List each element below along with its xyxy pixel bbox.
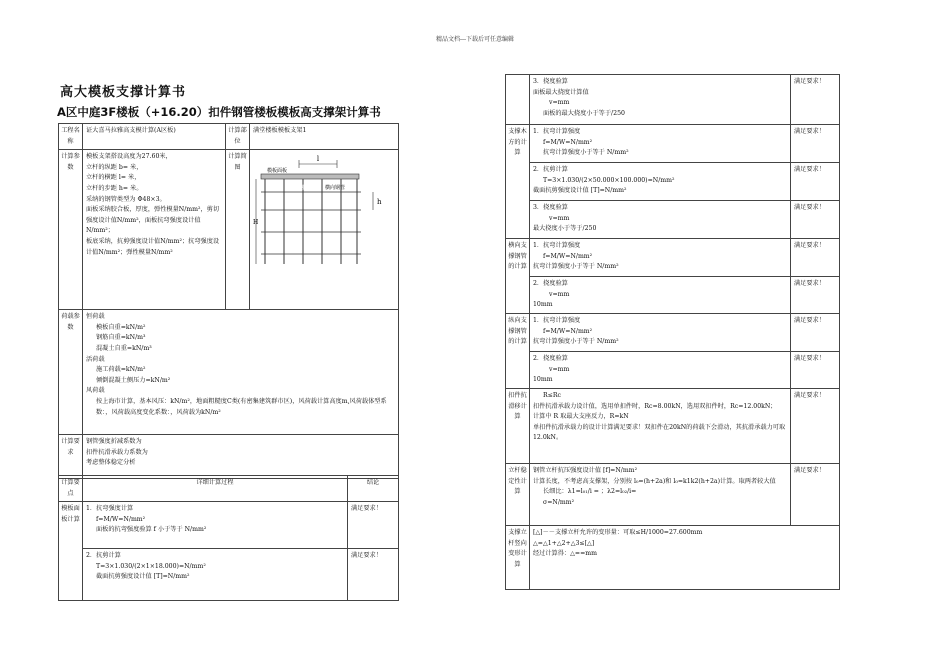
- head-conclusion: 结论: [348, 476, 399, 502]
- param-line: 立杆的横距 l= 米，: [86, 174, 141, 182]
- pole-line: 计算长度，不考虑高支撑架，分别按 l₀=(h+2a)和 l₀=k1k2(h+2a)计算。取两者较大值: [533, 477, 776, 485]
- clip-label: 扣件抗滑移计算: [506, 389, 530, 464]
- pole-text: [530, 464, 791, 526]
- item-title: 3．挠度验算: [533, 78, 568, 85]
- item-title: 2．挠度验算: [533, 355, 568, 362]
- item-line: 抗弯计算强度小于等于 N/mm²: [533, 263, 619, 271]
- head-points: 计算要点: [59, 476, 83, 502]
- clip-line: R≤Rc: [543, 392, 561, 399]
- panel-item-1: [83, 502, 348, 549]
- item-title: 1．抗弯强度计算: [86, 505, 134, 513]
- left-calc-table: [58, 123, 399, 479]
- item-title: 2．抗剪计算: [533, 166, 568, 173]
- diagram-label: 计算简图: [226, 150, 250, 310]
- left-process-table: [58, 475, 399, 601]
- item-line: 10mm: [533, 301, 553, 309]
- wood-result-2: 满足要求！: [791, 163, 840, 201]
- deform-line: [△]－－支撑立杆允许的变形量：可取≤H/1000=27.600mm: [533, 529, 703, 536]
- item-line: T=3×1.030/(2×1×18.000)=N/mm²: [96, 562, 206, 570]
- panel-item-2: [83, 549, 348, 601]
- param-line: 采纳的钢管类型为 Φ48×3。: [86, 195, 166, 203]
- param-line: 面板采纳胶合板，厚度，弹性模量N/mm²，剪切强度设计值N/mm²，面板抗弯强度设计值N/mm²；: [86, 206, 220, 235]
- load-line: 活荷载: [86, 355, 105, 363]
- project-row: [59, 124, 399, 150]
- item-line: 10mm: [533, 376, 553, 384]
- item-line: v=mm: [549, 99, 570, 107]
- item-line: v=mm: [549, 290, 570, 298]
- req-line: 扣件抗滑承载力系数为: [86, 448, 148, 456]
- project-value: 证大喜马拉雅高支模计算(A区板): [83, 124, 226, 150]
- item-line: T=3×1.030/(2×50.000×100.000)=N/mm²: [543, 176, 675, 184]
- item-line: f=M/W=N/mm²: [543, 138, 593, 146]
- req-line: 钢管强度折减系数为: [86, 438, 142, 446]
- load-line: 按上海市计算，基本风压：kN/m²，地面粗糙度C类(有密集建筑群市区)，风荷载计算高度m,风荷载体型系数：，风荷载高度变化系数：，风荷载为kN/m²: [96, 397, 387, 416]
- long-row-1: [506, 314, 840, 352]
- trans-item-1: [530, 239, 791, 277]
- load-row: [59, 310, 399, 435]
- head-process: 详细计算过程: [83, 476, 348, 502]
- slab-shape: [261, 174, 359, 179]
- item-title: 1．抗弯计算强度: [533, 242, 581, 249]
- item-title: 2．抗剪计算: [86, 552, 121, 560]
- item-title: 1．抗弯计算强度: [533, 128, 581, 135]
- page-subtitle: A区中庭3F楼板（+16.20）扣件钢管楼板模板高支撑架计算书: [57, 105, 381, 119]
- pole-label: 立杆稳定性计算: [506, 464, 530, 526]
- param-line: 立杆的步距 h= 米。: [86, 184, 143, 192]
- panel-row-2: [59, 549, 399, 601]
- load-label: 荷载参数: [59, 310, 83, 435]
- pole-line: σ=N/mm²: [543, 498, 575, 506]
- item-line: 截面抗剪强度设计值 [T]=N/mm²: [533, 187, 627, 195]
- top-item: [530, 75, 791, 125]
- item-line: 抗弯计算强度小于等于 N/mm²: [533, 338, 619, 346]
- wood-item-3: [530, 201, 791, 239]
- pole-result: 满足要求！: [791, 464, 840, 526]
- project-label: 工程名称: [59, 124, 83, 150]
- load-line: 风荷载: [86, 387, 105, 395]
- clip-line: 扣件抗滑承载力设计值，选用单扣件时，Rc=8.00kN，选用双扣件时，Rc=12.00kN；: [533, 402, 777, 410]
- long-result-1: 满足要求！: [791, 314, 840, 352]
- pole-line: 长细比：λ1=l₀₁/i = ；λ2=l₀₂/i=: [543, 488, 637, 496]
- item-line: 面板最大挠度计算值: [533, 88, 589, 96]
- label-long-tube: 纵向钢管: [289, 185, 310, 192]
- req-line: 考虑整体稳定分析: [86, 459, 136, 467]
- panel-result-1: 满足要求！: [348, 502, 399, 549]
- label-panel: 模板面板: [267, 168, 288, 175]
- trans-result-2: 满足要求！: [791, 277, 840, 314]
- item-line: 最大挠度小于等于/250: [533, 225, 597, 233]
- wood-row-1: [506, 125, 840, 163]
- trans-row-1: [506, 239, 840, 277]
- part-value: 满堂楼板模板支架1: [250, 124, 399, 150]
- item-line: v=mm: [549, 214, 570, 222]
- panel-result-2: 满足要求！: [348, 549, 399, 601]
- load-text: [83, 310, 399, 435]
- item-line: v=mm: [549, 365, 570, 373]
- dim-H-text: H: [253, 219, 259, 227]
- right-calc-table: [505, 74, 840, 590]
- trans-row-2: [506, 277, 840, 314]
- params-text: [83, 150, 226, 310]
- clip-result: 满足要求！: [791, 389, 840, 464]
- trans-result-1: 满足要求！: [791, 239, 840, 277]
- long-item-1: [530, 314, 791, 352]
- wood-result-3: 满足要求！: [791, 201, 840, 239]
- deform-row: [506, 526, 840, 590]
- deform-line: △=△1+△2+△3≤[△]: [533, 539, 595, 547]
- deform-label: 支撑立杆竖向变形计算: [506, 526, 530, 590]
- panel-row-1: [59, 502, 399, 549]
- deform-text: [530, 526, 840, 590]
- deflection-row: [506, 75, 840, 125]
- load-line: 倾倒混凝土侧压力=kN/m²: [96, 376, 171, 384]
- long-item-2: [530, 352, 791, 389]
- wood-item-2: [530, 163, 791, 201]
- diagram-cell: [250, 150, 399, 310]
- item-line: f=M/W=N/mm²: [96, 515, 146, 523]
- item-title: 1．抗弯计算强度: [533, 317, 581, 324]
- clip-line: 单扣件抗滑承载力的设计计算满足要求！双扣件在20kN的荷载下会滑动，其抗滑承载力可取12.0kN。: [533, 423, 786, 442]
- label-trans-tube: 横向钢管: [325, 185, 346, 192]
- wood-row-3: [506, 201, 840, 239]
- wood-result-1: 满足要求！: [791, 125, 840, 163]
- param-line: 板底采纳，抗剪强度设计值N/mm²；抗弯强度设计值N/mm²；弹性模量N/mm²: [86, 237, 220, 256]
- item-line: f=M/W=N/mm²: [543, 327, 593, 335]
- panel-label: 模板面板计算: [59, 502, 83, 601]
- item-line: 面板的抗弯强度验算 f 小于等于 N/mm²: [96, 526, 207, 534]
- load-line: 施工荷载=kN/m²: [96, 366, 146, 374]
- load-line: 混凝土自重=kN/m³: [96, 344, 152, 352]
- item-line: f=M/W=N/mm²: [543, 252, 593, 260]
- wood-row-2: [506, 163, 840, 201]
- support-diagram: [253, 152, 389, 270]
- item-title: 3．挠度验算: [533, 204, 568, 211]
- deform-line: 经过计算得：△==mm: [533, 550, 597, 558]
- req-label: 计算要求: [59, 435, 83, 479]
- long-result-2: 满足要求！: [791, 352, 840, 389]
- wood-item-1: [530, 125, 791, 163]
- req-text: [83, 435, 399, 479]
- dim-h-text: h: [377, 198, 382, 207]
- item-line: 抗弯计算强度小于等于 N/mm²: [543, 149, 629, 157]
- load-line: 模板自重=kN/m²: [96, 323, 146, 331]
- item-title: 2．挠度验算: [533, 280, 568, 287]
- clip-row: [506, 389, 840, 464]
- trans-item-2: [530, 277, 791, 314]
- param-line: 模板支架搭设高度为27.60米，: [86, 153, 172, 161]
- long-row-2: [506, 352, 840, 389]
- pole-row: [506, 464, 840, 526]
- params-row: [59, 150, 399, 310]
- item-line: 面板的最大挠度小于等于/250: [543, 109, 625, 117]
- requirement-row: [59, 435, 399, 479]
- process-header-row: [59, 476, 399, 502]
- dim-l-text: l: [316, 155, 320, 164]
- long-label: 纵向支撑钢管的计算: [506, 314, 530, 389]
- top-result: 满足要求！: [791, 75, 840, 125]
- wood-label: 支撑木方的计算: [506, 125, 530, 239]
- params-label: 计算参数: [59, 150, 83, 310]
- clip-line: 计算中 R 取最大支座反力，R=kN: [533, 413, 629, 421]
- clip-text: [530, 389, 791, 464]
- page-header: 精品文档---下载后可任意编辑: [435, 36, 515, 43]
- param-line: 立杆的纵距 b= 米，: [86, 163, 143, 171]
- part-label: 计算部位: [226, 124, 250, 150]
- item-line: 截面抗剪强度设计值 [T]=N/mm²: [96, 573, 190, 581]
- load-line: 恒荷载: [86, 313, 105, 321]
- load-line: 钢筋自重=kN/m³: [96, 334, 146, 342]
- page-title: 高大模板支撑计算书: [60, 85, 187, 100]
- trans-label: 横向支撑钢管的计算: [506, 239, 530, 314]
- pole-line: 钢管立杆抗压强度设计值 [f]=N/mm²: [533, 467, 638, 474]
- blank-label: [506, 75, 530, 125]
